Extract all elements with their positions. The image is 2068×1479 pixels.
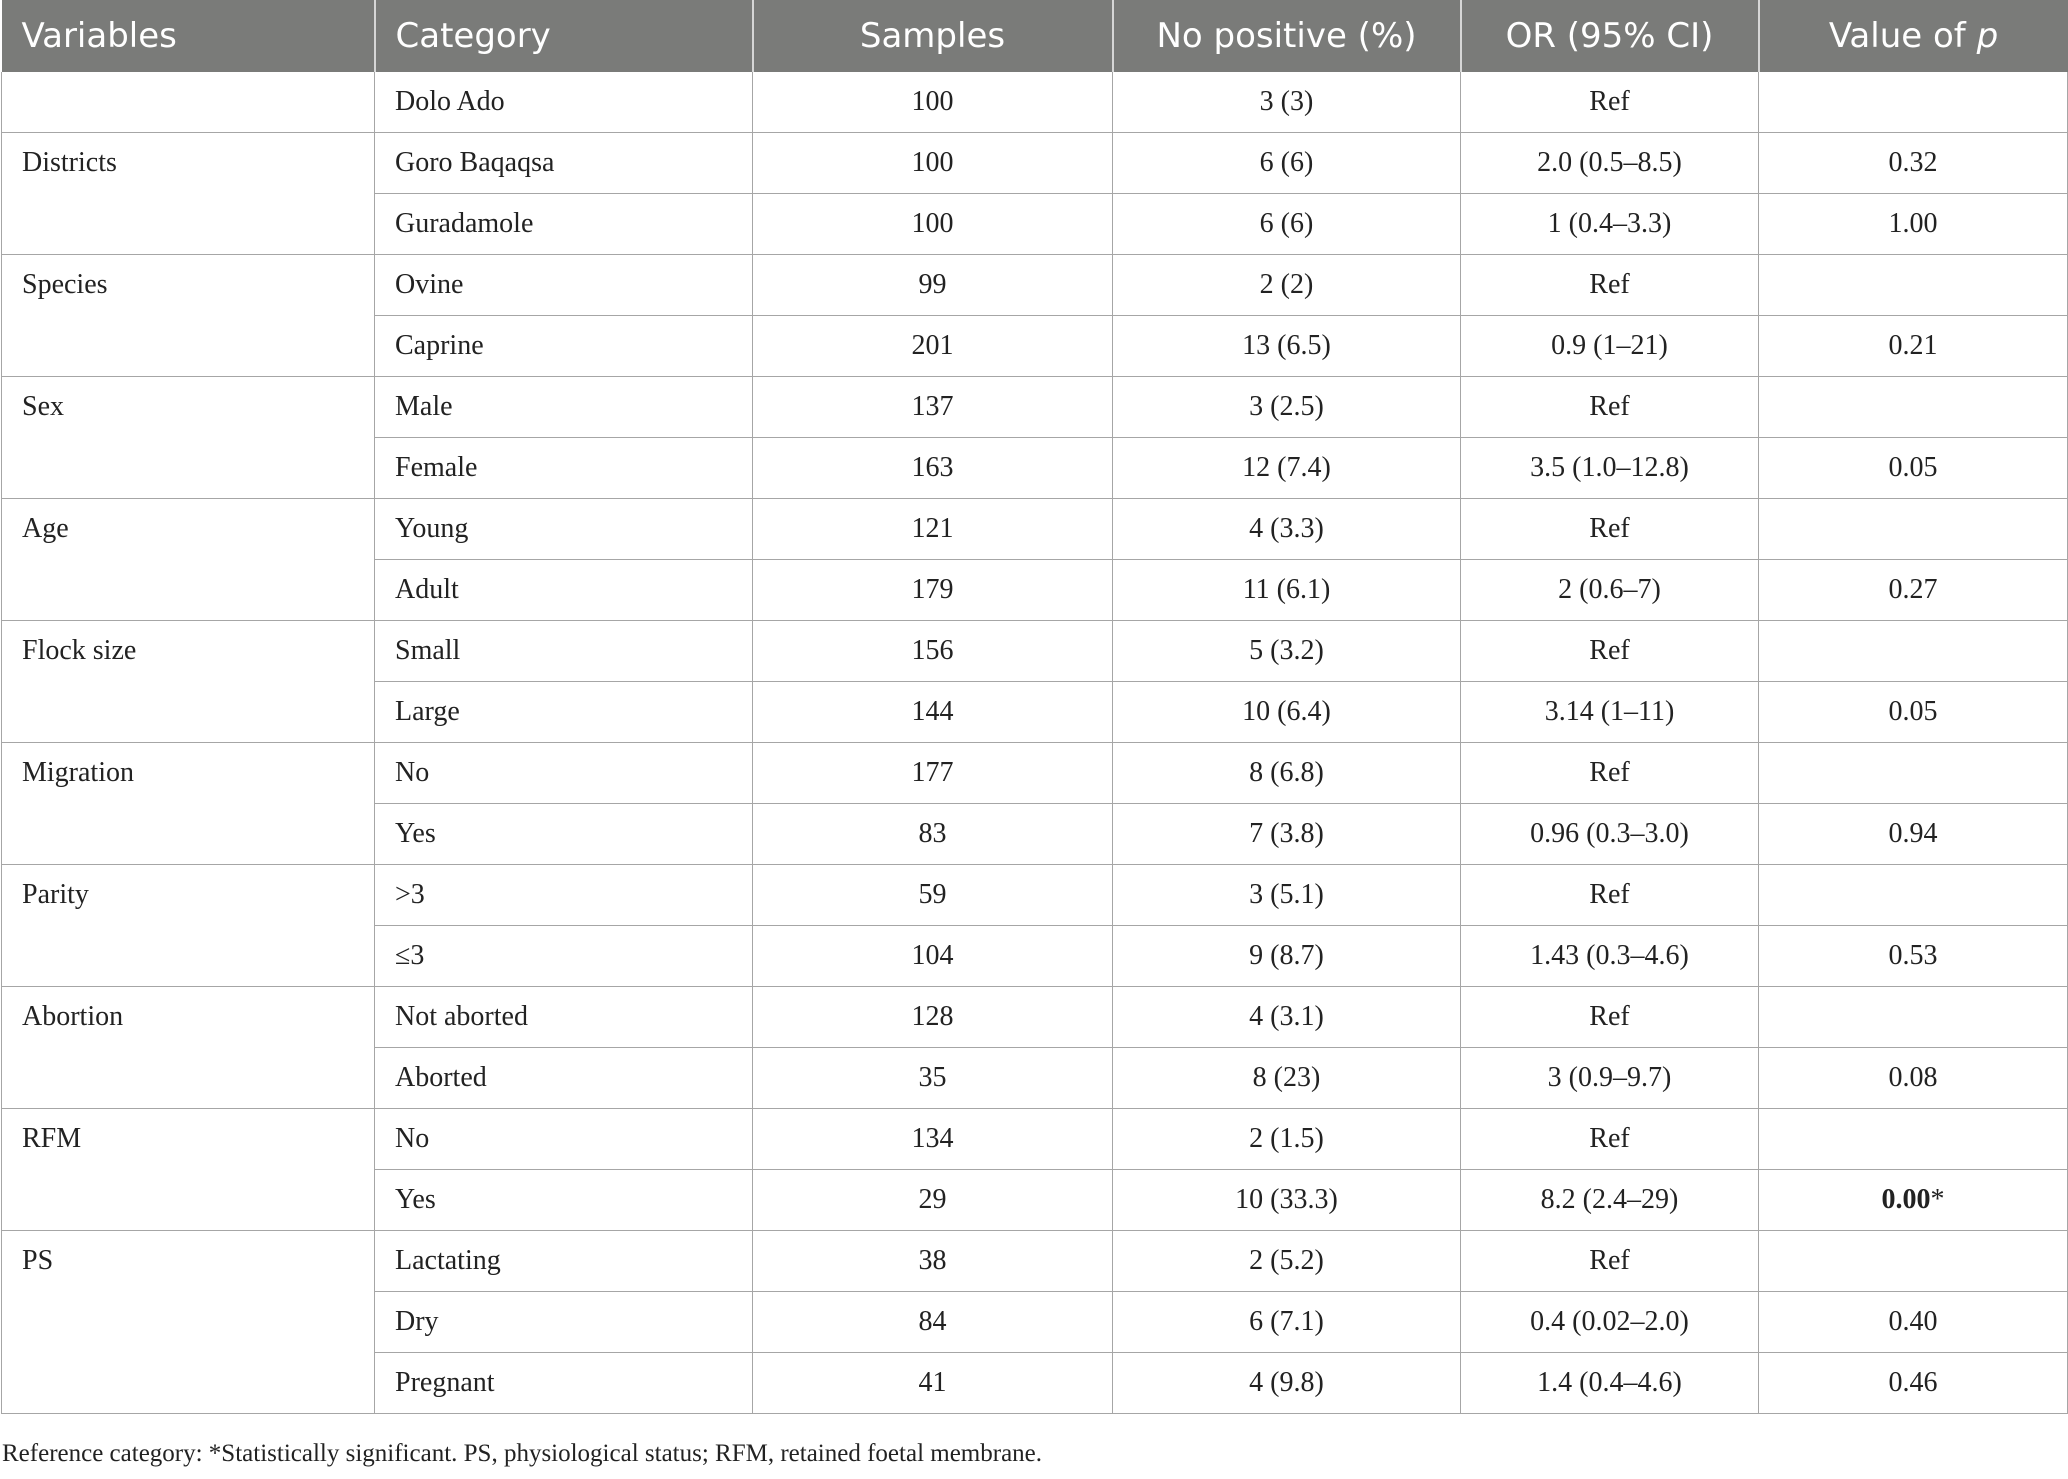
category-cell: Aborted bbox=[375, 1048, 753, 1109]
table-row bbox=[2, 987, 2068, 1048]
p-cell: 0.32 bbox=[1759, 133, 2068, 194]
or-cell: 0.4 (0.02–2.0) bbox=[1461, 1292, 1759, 1353]
or-cell: 0.96 (0.3–3.0) bbox=[1461, 804, 1759, 865]
table-footnote: Reference category: *Statistically significant. PS, physiological status; RFM, retained foetal membrane. bbox=[2, 1440, 1043, 1467]
header-row bbox=[2, 0, 2068, 72]
category-cell: Dolo Ado bbox=[375, 72, 753, 133]
table-row bbox=[2, 133, 2068, 194]
p-cell: 0.21 bbox=[1759, 316, 2068, 377]
positive-cell: 11 (6.1) bbox=[1113, 560, 1461, 621]
results-table bbox=[1, 0, 2068, 1414]
category-cell: Not aborted bbox=[375, 987, 753, 1048]
category-cell: No bbox=[375, 1109, 753, 1170]
positive-cell: 3 (2.5) bbox=[1113, 377, 1461, 438]
samples-cell: 128 bbox=[753, 987, 1113, 1048]
category-cell: Lactating bbox=[375, 1231, 753, 1292]
positive-cell: 10 (33.3) bbox=[1113, 1170, 1461, 1231]
category-cell: ≤3 bbox=[375, 926, 753, 987]
category-cell: Guradamole bbox=[375, 194, 753, 255]
variable-cell: Abortion bbox=[2, 987, 375, 1109]
positive-cell: 6 (6) bbox=[1113, 133, 1461, 194]
variable-cell: RFM bbox=[2, 1109, 375, 1231]
samples-cell: 121 bbox=[753, 499, 1113, 560]
samples-cell: 134 bbox=[753, 1109, 1113, 1170]
or-cell: 2 (0.6–7) bbox=[1461, 560, 1759, 621]
category-cell: Young bbox=[375, 499, 753, 560]
or-cell: Ref bbox=[1461, 1109, 1759, 1170]
variable-cell: Parity bbox=[2, 865, 375, 987]
or-cell: 1 (0.4–3.3) bbox=[1461, 194, 1759, 255]
p-cell: 0.53 bbox=[1759, 926, 2068, 987]
variable-cell: Sex bbox=[2, 377, 375, 499]
or-cell: Ref bbox=[1461, 499, 1759, 560]
header-category: Category bbox=[375, 0, 753, 72]
category-cell: >3 bbox=[375, 865, 753, 926]
table-row bbox=[2, 621, 2068, 682]
or-cell: 3.14 (1–11) bbox=[1461, 682, 1759, 743]
variable-cell: Migration bbox=[2, 743, 375, 865]
or-cell: Ref bbox=[1461, 743, 1759, 804]
samples-cell: 83 bbox=[753, 804, 1113, 865]
p-cell: 0.40 bbox=[1759, 1292, 2068, 1353]
samples-cell: 100 bbox=[753, 72, 1113, 133]
table-row bbox=[2, 865, 2068, 926]
table-row bbox=[2, 72, 2068, 133]
header-value-of-p bbox=[1759, 0, 2068, 72]
header-no-positive: No positive (%) bbox=[1113, 0, 1461, 72]
positive-cell: 7 (3.8) bbox=[1113, 804, 1461, 865]
table-row bbox=[2, 377, 2068, 438]
samples-cell: 100 bbox=[753, 133, 1113, 194]
variable-cell: Species bbox=[2, 255, 375, 377]
category-cell: Adult bbox=[375, 560, 753, 621]
table-row bbox=[2, 1231, 2068, 1292]
p-cell: 0.94 bbox=[1759, 804, 2068, 865]
positive-cell: 6 (7.1) bbox=[1113, 1292, 1461, 1353]
p-cell: 1.00 bbox=[1759, 194, 2068, 255]
table-row bbox=[2, 499, 2068, 560]
or-cell: Ref bbox=[1461, 377, 1759, 438]
p-cell: 0.08 bbox=[1759, 1048, 2068, 1109]
category-cell: Female bbox=[375, 438, 753, 499]
category-cell: Dry bbox=[375, 1292, 753, 1353]
or-cell: 2.0 (0.5–8.5) bbox=[1461, 133, 1759, 194]
category-cell: Caprine bbox=[375, 316, 753, 377]
positive-cell: 6 (6) bbox=[1113, 194, 1461, 255]
p-cell bbox=[1759, 499, 2068, 560]
p-cell: 0.46 bbox=[1759, 1353, 2068, 1414]
p-cell bbox=[1759, 621, 2068, 682]
or-cell: Ref bbox=[1461, 987, 1759, 1048]
samples-cell: 163 bbox=[753, 438, 1113, 499]
table-row bbox=[2, 743, 2068, 804]
or-cell: Ref bbox=[1461, 621, 1759, 682]
positive-cell: 9 (8.7) bbox=[1113, 926, 1461, 987]
or-cell: Ref bbox=[1461, 255, 1759, 316]
or-cell: 3 (0.9–9.7) bbox=[1461, 1048, 1759, 1109]
category-cell: Yes bbox=[375, 804, 753, 865]
p-cell bbox=[1759, 377, 2068, 438]
positive-cell: 4 (3.1) bbox=[1113, 987, 1461, 1048]
variable-cell: Flock size bbox=[2, 621, 375, 743]
p-cell bbox=[1759, 987, 2068, 1048]
samples-cell: 144 bbox=[753, 682, 1113, 743]
positive-cell: 2 (2) bbox=[1113, 255, 1461, 316]
samples-cell: 100 bbox=[753, 194, 1113, 255]
significance-asterisk: * bbox=[1930, 1184, 1945, 1215]
positive-cell: 5 (3.2) bbox=[1113, 621, 1461, 682]
category-cell: Pregnant bbox=[375, 1353, 753, 1414]
or-cell: 0.9 (1–21) bbox=[1461, 316, 1759, 377]
p-cell bbox=[1759, 743, 2068, 804]
samples-cell: 29 bbox=[753, 1170, 1113, 1231]
variable-cell bbox=[2, 72, 375, 133]
positive-cell: 2 (1.5) bbox=[1113, 1109, 1461, 1170]
positive-cell: 4 (3.3) bbox=[1113, 499, 1461, 560]
table-row bbox=[2, 1109, 2068, 1170]
p-cell bbox=[1759, 1109, 2068, 1170]
samples-cell: 35 bbox=[753, 1048, 1113, 1109]
p-cell bbox=[1759, 1231, 2068, 1292]
category-cell: Ovine bbox=[375, 255, 753, 316]
variable-cell: Age bbox=[2, 499, 375, 621]
header-samples: Samples bbox=[753, 0, 1113, 72]
or-cell: Ref bbox=[1461, 865, 1759, 926]
header-or-ci: OR (95% CI) bbox=[1461, 0, 1759, 72]
variable-cell: PS bbox=[2, 1231, 375, 1414]
or-cell: 1.43 (0.3–4.6) bbox=[1461, 926, 1759, 987]
category-cell: Small bbox=[375, 621, 753, 682]
samples-cell: 201 bbox=[753, 316, 1113, 377]
category-cell: No bbox=[375, 743, 753, 804]
positive-cell: 2 (5.2) bbox=[1113, 1231, 1461, 1292]
p-cell: 0.27 bbox=[1759, 560, 2068, 621]
category-cell: Goro Baqaqsa bbox=[375, 133, 753, 194]
header-variables: Variables bbox=[2, 0, 375, 72]
positive-cell: 8 (6.8) bbox=[1113, 743, 1461, 804]
header-p-italic: p bbox=[1976, 16, 1999, 56]
p-cell bbox=[1759, 255, 2068, 316]
samples-cell: 99 bbox=[753, 255, 1113, 316]
or-cell: Ref bbox=[1461, 72, 1759, 133]
or-cell: Ref bbox=[1461, 1231, 1759, 1292]
samples-cell: 104 bbox=[753, 926, 1113, 987]
category-cell: Yes bbox=[375, 1170, 753, 1231]
samples-cell: 59 bbox=[753, 865, 1113, 926]
p-cell bbox=[1759, 865, 2068, 926]
positive-cell: 10 (6.4) bbox=[1113, 682, 1461, 743]
variable-cell: Districts bbox=[2, 133, 375, 255]
samples-cell: 156 bbox=[753, 621, 1113, 682]
samples-cell: 41 bbox=[753, 1353, 1113, 1414]
significant-p-value: 0.00 bbox=[1881, 1184, 1931, 1215]
positive-cell: 8 (23) bbox=[1113, 1048, 1461, 1109]
or-cell: 1.4 (0.4–4.6) bbox=[1461, 1353, 1759, 1414]
positive-cell: 12 (7.4) bbox=[1113, 438, 1461, 499]
positive-cell: 4 (9.8) bbox=[1113, 1353, 1461, 1414]
samples-cell: 177 bbox=[753, 743, 1113, 804]
or-cell: 8.2 (2.4–29) bbox=[1461, 1170, 1759, 1231]
positive-cell: 13 (6.5) bbox=[1113, 316, 1461, 377]
samples-cell: 179 bbox=[753, 560, 1113, 621]
p-cell: 0.05 bbox=[1759, 438, 2068, 499]
p-cell bbox=[1759, 1170, 2068, 1231]
samples-cell: 38 bbox=[753, 1231, 1113, 1292]
category-cell: Male bbox=[375, 377, 753, 438]
category-cell: Large bbox=[375, 682, 753, 743]
header-value-of-p-label: Value of bbox=[1828, 16, 1977, 56]
positive-cell: 3 (3) bbox=[1113, 72, 1461, 133]
p-cell: 0.05 bbox=[1759, 682, 2068, 743]
samples-cell: 137 bbox=[753, 377, 1113, 438]
p-cell bbox=[1759, 72, 2068, 133]
samples-cell: 84 bbox=[753, 1292, 1113, 1353]
positive-cell: 3 (5.1) bbox=[1113, 865, 1461, 926]
table-row bbox=[2, 255, 2068, 316]
or-cell: 3.5 (1.0–12.8) bbox=[1461, 438, 1759, 499]
